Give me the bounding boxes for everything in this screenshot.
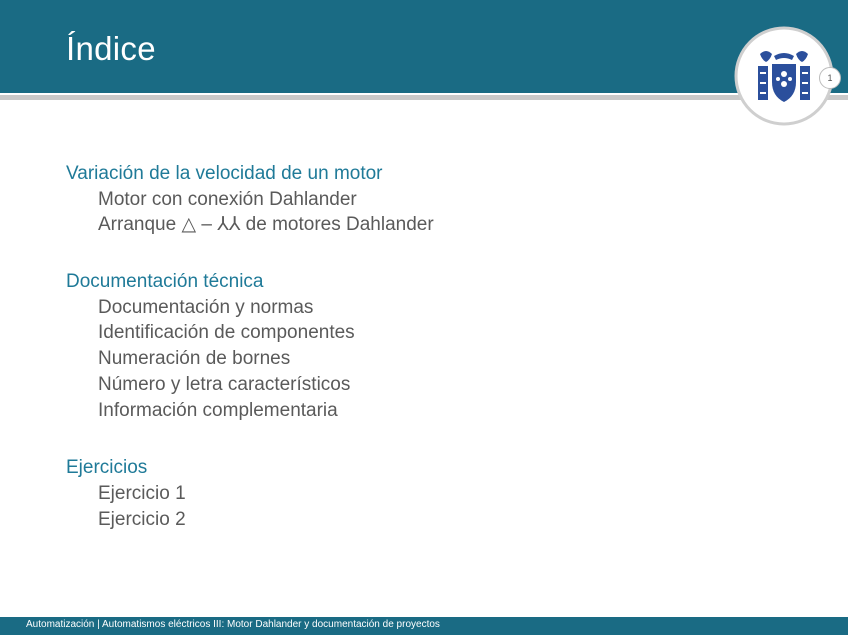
toc-item[interactable]: Documentación y normas xyxy=(98,297,314,318)
toc-item[interactable]: Información complementaria xyxy=(98,400,338,421)
toc-section-title[interactable]: Ejercicios xyxy=(66,457,148,478)
footer-bar xyxy=(0,617,848,635)
footer-text: Automatización | Automatismos eléctricos III: Motor Dahlander y documentación de proyectos xyxy=(26,619,440,630)
toc-item[interactable]: Numeración de bornes xyxy=(98,348,291,369)
toc-section-title[interactable]: Variación de la velocidad de un motor xyxy=(66,163,383,184)
header-divider xyxy=(0,95,848,100)
toc-item[interactable]: Número y letra característicos xyxy=(98,374,351,395)
toc-item[interactable]: Arranque △ – ⅄⅄ de motores Dahlander xyxy=(98,214,434,235)
toc-item[interactable]: Ejercicio 2 xyxy=(98,509,186,530)
header-bar xyxy=(0,0,848,93)
toc-item[interactable]: Identificación de componentes xyxy=(98,322,355,343)
toc-section-title[interactable]: Documentación técnica xyxy=(66,271,264,292)
toc-item[interactable]: Motor con conexión Dahlander xyxy=(98,189,357,210)
toc-item[interactable]: Ejercicio 1 xyxy=(98,483,186,504)
page-number-badge: 1 xyxy=(819,67,841,89)
page-title: Índice xyxy=(66,30,156,67)
